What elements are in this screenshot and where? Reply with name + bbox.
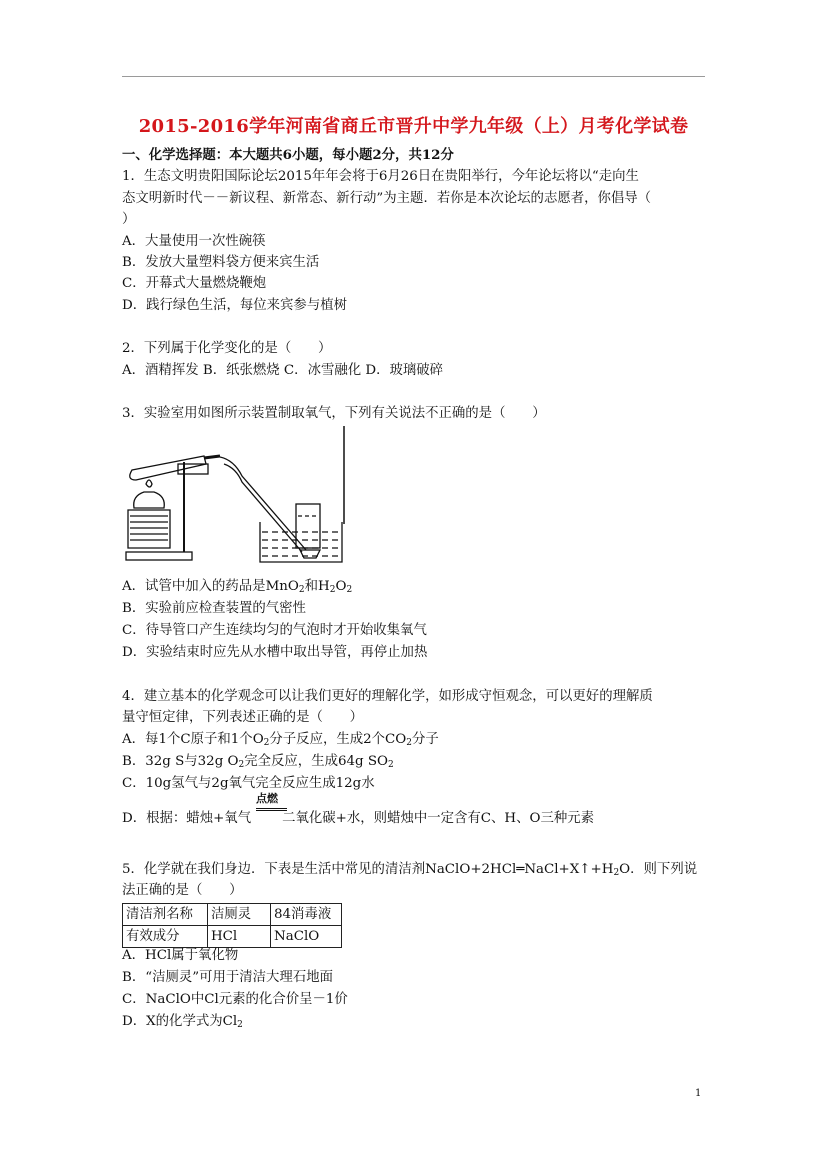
table-cell: NaClO xyxy=(271,926,342,948)
page-number: 1 xyxy=(695,1088,702,1099)
q3-option-b: B．实验前应检查装置的气密性 xyxy=(122,601,306,616)
q1-option-b: B．发放大量塑料袋方便来宾生活 xyxy=(122,255,320,270)
q5-stem-line2: 法正确的是（ ） xyxy=(122,883,243,898)
table-row xyxy=(123,904,342,926)
q5-option-a: A．HCl属于氧化物 xyxy=(122,948,239,963)
stopper xyxy=(204,456,220,458)
q1-stem-line2: 态文明新时代－－新议程、新常态、新行动”为主题．若你是本次论坛的志愿者，你倡导（ xyxy=(122,191,652,206)
q1-option-a: A．大量使用一次性碗筷 xyxy=(122,234,266,249)
alcohol-lamp xyxy=(134,492,165,508)
q1-option-c: C．开幕式大量燃烧鞭炮 xyxy=(122,276,267,291)
q2-stem: 2．下列属于化学变化的是（ ） xyxy=(122,341,332,356)
q3-stem: 3．实验室用如图所示装置制取氧气，下列有关说法不正确的是（ ） xyxy=(122,406,546,421)
table-cell: 84消毒液 xyxy=(271,904,342,926)
table-cell: 清洁剂名称 xyxy=(123,904,208,926)
q4-option-b: B．32g S与32g $O_2$完全反应，生成64g $SO_2$ xyxy=(122,754,394,770)
q4-option-d: D．根据：蜡烛+氧气 二氧化碳+水，则蜡烛中一定含有C、H、O三种元素 xyxy=(122,811,595,826)
q5-stem-line1: 5．化学就在我们身边．下表是生活中常见的清洁剂$NaClO+2HCl═NaCl+X↑+H_2O$．则下列说 xyxy=(122,862,698,878)
q3-option-c: C．待导管口产生连续均匀的气泡时才开始收集氧气 xyxy=(122,623,427,638)
q2-options: A．酒精挥发 B．纸张燃烧 C．冰雪融化 D．玻璃破碎 xyxy=(122,363,444,378)
stand-base xyxy=(126,552,192,560)
q1-stem-line1: 1．生态文明贵阳国际论坛2015年年会将于6月26日在贵阳举行，今年论坛将以“走向生 xyxy=(122,169,639,184)
test-tube xyxy=(130,456,206,480)
flame xyxy=(146,480,152,487)
delivery-tube xyxy=(220,457,306,550)
q1-stem-line3: ） xyxy=(122,212,136,227)
exam-title: 2015-2016学年河南省商丘市晋升中学九年级（上）月考化学试卷 xyxy=(138,116,689,137)
header-rule xyxy=(122,76,705,77)
q5-option-c: C．NaClO中Cl元素的化合价呈－1价 xyxy=(122,992,348,1007)
table-cell: HCl xyxy=(208,926,271,948)
bee-hive-shelf xyxy=(300,550,320,558)
q5-option-d: D．X的化学式为$Cl_2$ xyxy=(122,1014,243,1030)
q3-option-a: A．试管中加入的药品是MnO$_2$和$H_2O_2$ xyxy=(122,579,353,595)
table-cell: 有效成分 xyxy=(123,926,208,948)
q4-stem-line1: 4．建立基本的化学观念可以让我们更好的理解化学，如形成守恒观念，可以更好的理解质 xyxy=(122,689,653,704)
reaction-condition: 点燃 xyxy=(256,792,278,805)
q5-option-b: B．“洁厕灵”可用于清洁大理石地面 xyxy=(122,970,333,985)
q1-option-d: D．践行绿色生活，每位来宾参与植树 xyxy=(122,298,347,313)
q4-option-c: C．10g氢气与2g氧气完全反应生成12g水 xyxy=(122,776,375,791)
q4-option-a: A．每1个C原子和1个$O_2$分子反应，生成2个$CO_2$分子 xyxy=(122,732,439,748)
collecting-bottle xyxy=(296,504,320,548)
oxygen-apparatus-diagram xyxy=(124,424,346,570)
table-row xyxy=(123,926,342,948)
cleaner-table xyxy=(122,903,342,948)
table-cell: 洁厕灵 xyxy=(208,904,271,926)
section-heading: 一、化学选择题：本大题共6小题，每小题2分，共12分 xyxy=(122,147,454,163)
q4-stem-line2: 量守恒定律，下列表述正确的是（ ） xyxy=(122,710,364,725)
q3-option-d: D．实验结束时应先从水槽中取出导管，再停止加热 xyxy=(122,645,428,660)
